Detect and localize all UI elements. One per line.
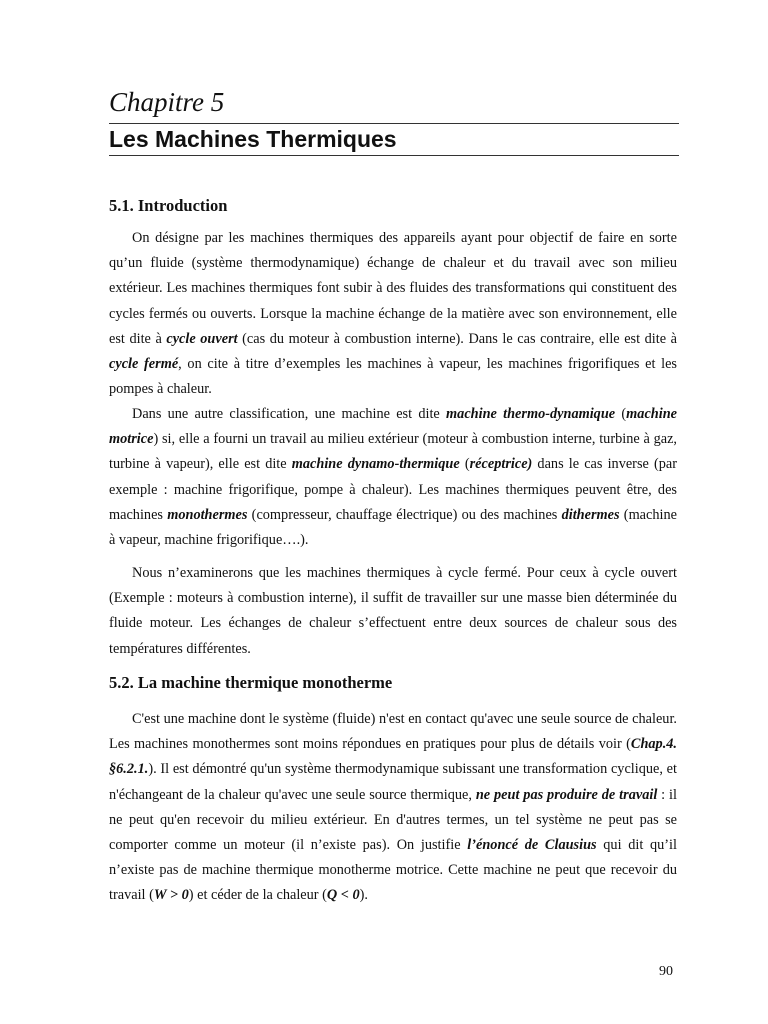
text-run: ). (359, 887, 369, 904)
emphasized-term: W > 0 (153, 887, 189, 904)
paragraph (109, 561, 677, 662)
title-bottom-rule (109, 155, 679, 156)
text-run: , on cite à titre d’exemples les machines à vapeur, les machines frigorifiques et les pompes à chaleur. (109, 356, 677, 398)
emphasized-term: machine thermo-dynamique (446, 406, 616, 422)
emphasized-term: cycle fermé (109, 356, 179, 373)
text-run: qui dit qu’il n’existe pas de machine thermique monotherme motrice. Cette machine ne peut que recevoir du travail ( (109, 837, 677, 904)
emphasized-term: dithermes (561, 506, 620, 523)
emphasized-term: Chap.4. §6.2.1. (109, 736, 677, 778)
text-run: ( (459, 456, 470, 473)
paragraph (109, 402, 677, 553)
emphasized-term: machine dynamo-thermique (291, 456, 460, 473)
text-run: On désigne par les machines thermiques des appareils ayant pour objectif de faire en sorte qu’un fluide (système thermodynamique) échange de chaleur et du travail avec son milieu extérieur. Les machines thermiques font subir à des fluides des transformations qui constituent des cycles fermés ou ouverts. Lorsque la machine échange de la matière avec son environnement, elle est dite à (109, 230, 677, 347)
section-heading-monotherme: 5.2. La machine thermique monotherme (109, 673, 393, 692)
section-heading-introduction: 5.1. Introduction (109, 196, 228, 215)
page-number: 90 (659, 964, 673, 979)
text-run: dans le cas inverse (par exemple : machine frigorifique, pompe à chaleur). Les machines thermiques peuvent être, des machines (109, 456, 677, 523)
emphasized-term: monothermes (167, 506, 248, 523)
text-run: (cas du moteur à combustion interne). Dans le cas contraire, elle est dite à (237, 330, 677, 347)
emphasized-term: cycle ouvert (166, 330, 238, 347)
chapter-label: Chapitre 5 (109, 87, 225, 117)
emphasized-term: Q < 0 (326, 887, 360, 904)
chapter-title: Les Machines Thermiques (109, 126, 397, 152)
text-run: (compresseur, chauffage électrique) ou des machines (247, 506, 562, 523)
text-run: Dans une autre classification, une machine est dite (132, 406, 447, 422)
text-run: Nous n’examinerons que les machines thermiques à cycle fermé. Pour ceux à cycle ouvert (Exemple : moteurs à combustion interne), il suffit de travailler sur une masse bien déterminée du fluide moteur. Les échanges de chaleur s’effectuent entre deux sources de chaleur sous des températures différentes. (109, 565, 677, 657)
text-run: : il ne peut qu'en recevoir du milieu extérieur. En d'autres termes, un tel système ne peut pas se comporter comme un moteur (il n’existe pas). On justifie (109, 786, 677, 854)
text-run: (machine à vapeur, machine frigorifique….). (109, 506, 677, 549)
emphasized-term: machine motrice (109, 406, 678, 448)
text-run: C'est une machine dont le système (fluide) n'est en contact qu'avec une seule source de chaleur. Les machines monothermes sont moins répondues en pratiques pour plus de détails voir ( (109, 711, 677, 753)
emphasized-term: l’énoncé de Clausius (467, 837, 597, 854)
text-run: ) et céder de la chaleur ( (188, 887, 327, 904)
text-run: ). Il est démontré qu'un système thermodynamique subissant une transformation cyclique, et n'échangeant de la chaleur qu'avec une seule source thermique, (109, 761, 677, 803)
text-run: ( (615, 406, 627, 422)
paragraph (109, 226, 677, 402)
emphasized-term: réceptrice) (469, 456, 533, 473)
emphasized-term: ne peut pas produire de travail (475, 786, 658, 803)
paragraph (109, 707, 677, 909)
text-run: ) si, elle a fourni un travail au milieu extérieur (moteur à combustion interne, turbine à gaz, turbine à vapeur), elle est dite (109, 431, 677, 473)
